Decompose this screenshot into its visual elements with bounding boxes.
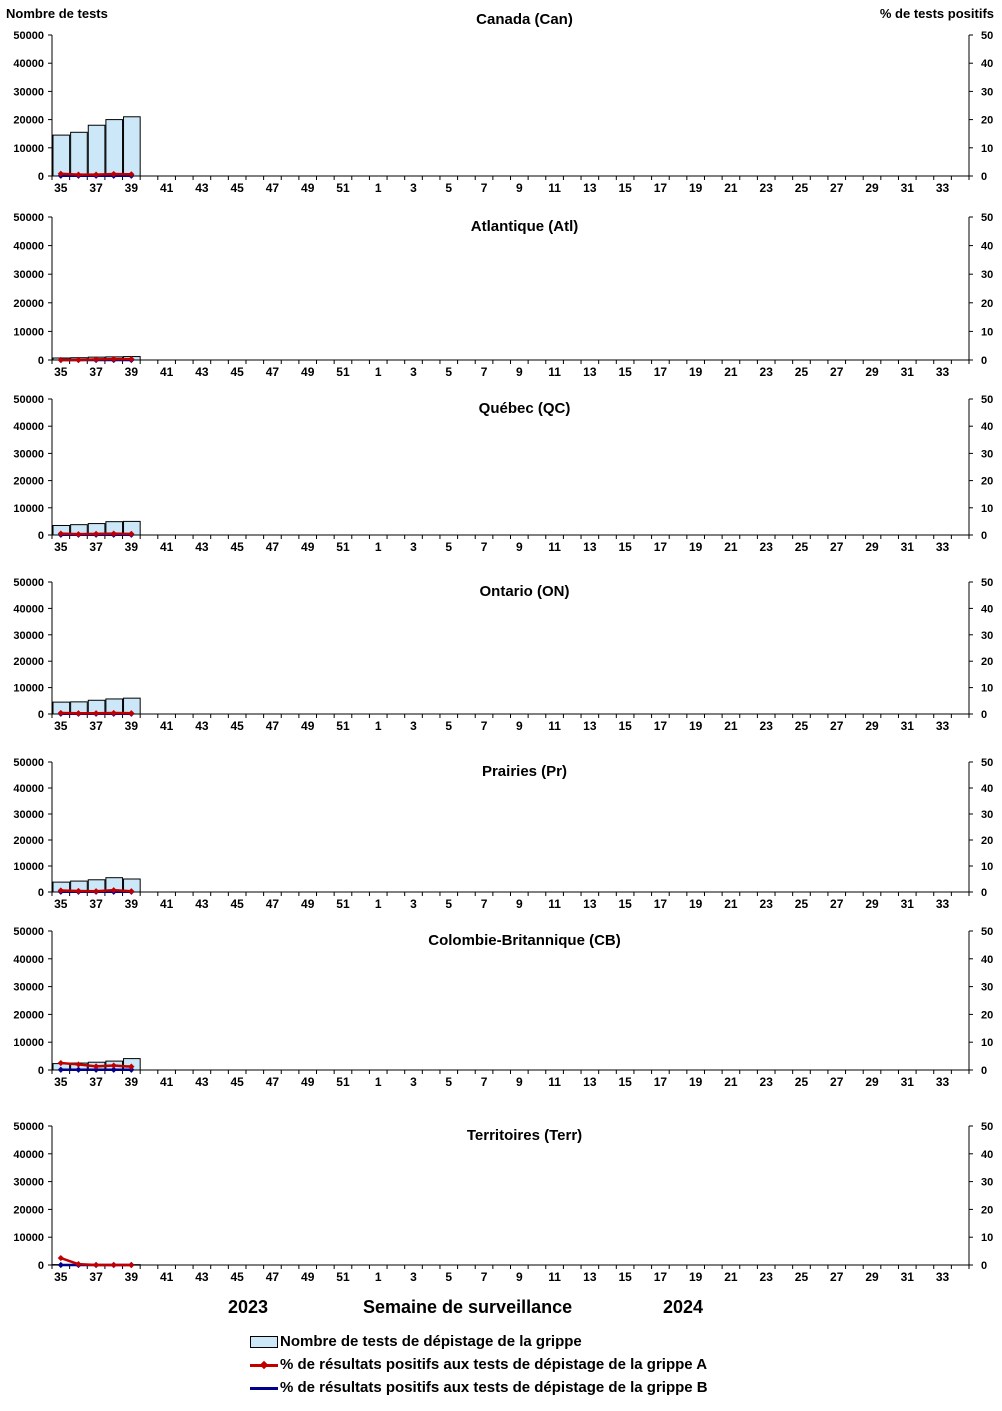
x-tick-label: 11	[548, 1270, 561, 1284]
x-tick-label: 19	[688, 719, 703, 733]
x-tick-label: 29	[865, 1075, 879, 1089]
flu-a-point	[128, 1262, 134, 1268]
x-tick-label: 37	[89, 719, 103, 733]
x-tick-label: 25	[794, 897, 809, 911]
chart-title: Canada (Can)	[476, 11, 573, 28]
x-tick-label: 29	[865, 897, 879, 911]
x-tick-label: 41	[159, 1270, 174, 1284]
y-right-tick-label: 50	[981, 30, 994, 42]
x-tick-label: 11	[548, 181, 561, 195]
x-tick-label: 39	[124, 1270, 139, 1284]
x-tick-label: 15	[618, 1270, 632, 1284]
x-tick-label: 19	[688, 1075, 703, 1089]
y-right-tick-label: 30	[981, 809, 994, 821]
x-tick-label: 49	[301, 540, 315, 554]
x-tick-label: 17	[653, 181, 668, 195]
x-tick-label: 21	[724, 365, 738, 379]
x-tick-label: 23	[759, 540, 773, 554]
y-left-tick-label: 50000	[13, 30, 44, 42]
y-right-tick-label: 50	[981, 1121, 994, 1133]
x-tick-label: 11	[548, 540, 561, 554]
x-tick-label: 23	[759, 181, 773, 195]
y-right-tick-label: 20	[981, 114, 994, 127]
x-tick-label: 43	[195, 719, 209, 733]
y-left-tick-label: 20000	[13, 297, 44, 310]
y-right-tick-label: 0	[981, 709, 988, 721]
y-right-tick-label: 0	[981, 1065, 988, 1077]
test-count-bar	[124, 117, 141, 176]
x-tick-label: 21	[724, 181, 738, 195]
x-tick-label: 19	[688, 181, 703, 195]
x-tick-label: 23	[759, 1075, 773, 1089]
x-tick-label: 43	[195, 365, 209, 379]
x-tick-label: 7	[480, 365, 488, 379]
y-right-tick-label: 50	[981, 926, 994, 938]
x-tick-label: 37	[89, 1075, 103, 1089]
x-tick-label: 29	[865, 540, 879, 554]
x-tick-label: 23	[759, 365, 773, 379]
x-tick-label: 3	[410, 1075, 417, 1089]
x-tick-label: 49	[301, 719, 315, 733]
x-tick-label: 21	[724, 1270, 738, 1284]
x-tick-label: 17	[653, 897, 668, 911]
chart-title: Colombie-Britannique (CB)	[428, 932, 621, 949]
year-2023-label: 2023	[228, 1297, 269, 1317]
x-tick-label: 25	[794, 719, 809, 733]
y-left-tick-label: 50000	[13, 1121, 44, 1133]
chart-title: Québec (QC)	[478, 400, 571, 417]
x-tick-label: 41	[159, 719, 174, 733]
x-tick-label: 45	[230, 719, 244, 733]
x-tick-label: 33	[935, 719, 950, 733]
y-left-tick-label: 0	[37, 709, 44, 721]
x-tick-label: 33	[935, 897, 950, 911]
chart-title: Ontario (ON)	[479, 583, 570, 600]
y-left-tick-label: 10000	[13, 861, 44, 873]
flu-a-point	[111, 1262, 117, 1268]
x-tick-label: 9	[515, 897, 523, 911]
x-tick-label: 7	[480, 1270, 488, 1284]
x-tick-label: 23	[759, 897, 773, 911]
x-tick-label: 39	[124, 1075, 139, 1089]
x-tick-label: 3	[410, 897, 417, 911]
y-left-tick-label: 0	[37, 887, 44, 899]
x-tick-label: 25	[794, 1270, 809, 1284]
x-tick-label: 45	[230, 365, 244, 379]
x-tick-label: 33	[935, 1270, 950, 1284]
y-right-tick-label: 40	[981, 421, 994, 434]
x-tick-label: 27	[830, 1075, 844, 1089]
x-tick-label: 5	[445, 1270, 453, 1284]
y-right-tick-label: 20	[981, 656, 994, 669]
y-left-tick-label: 30000	[13, 981, 44, 994]
x-tick-label: 15	[618, 540, 632, 554]
y-left-tick-label: 40000	[13, 1148, 44, 1161]
flu-a-point	[58, 1255, 64, 1261]
x-tick-label: 37	[89, 897, 103, 911]
x-tick-label: 9	[515, 181, 523, 195]
x-axis-title: Semaine de surveillance	[363, 1297, 573, 1317]
y-right-tick-label: 40	[981, 58, 994, 71]
y-axis-left-title: Nombre de tests	[6, 6, 108, 21]
x-tick-label: 33	[935, 1075, 950, 1089]
legend	[250, 1330, 708, 1399]
x-tick-label: 1	[374, 1075, 382, 1089]
x-tick-label: 3	[410, 1270, 417, 1284]
x-tick-label: 49	[301, 365, 315, 379]
y-right-tick-label: 10	[981, 1037, 994, 1050]
y-left-tick-label: 0	[37, 171, 44, 183]
x-tick-label: 43	[195, 540, 209, 554]
y-left-tick-label: 0	[37, 1065, 44, 1077]
x-tick-label: 31	[900, 897, 914, 911]
x-tick-label: 7	[480, 719, 488, 733]
x-tick-label: 1	[374, 1270, 382, 1284]
y-left-tick-label: 20000	[13, 1204, 44, 1217]
line-a-swatch-icon	[250, 1359, 278, 1371]
year-2024-label: 2024	[663, 1297, 704, 1317]
y-right-tick-label: 20	[981, 1009, 994, 1022]
legend-label-bars: Nombre de tests de dépistage de la grippe	[280, 1333, 582, 1350]
y-right-tick-label: 30	[981, 448, 994, 461]
x-tick-label: 39	[124, 719, 139, 733]
x-tick-label: 11	[548, 1075, 561, 1089]
x-tick-label: 39	[124, 365, 139, 379]
x-tick-label: 37	[89, 540, 103, 554]
y-left-tick-label: 30000	[13, 86, 44, 99]
flu-a-point	[93, 1262, 99, 1268]
y-right-tick-label: 20	[981, 297, 994, 310]
y-left-tick-label: 40000	[13, 240, 44, 253]
chart-title: Territoires (Terr)	[466, 1127, 583, 1144]
y-right-tick-label: 10	[981, 502, 994, 515]
x-tick-label: 19	[688, 540, 703, 554]
x-tick-label: 47	[265, 365, 280, 379]
y-left-tick-label: 40000	[13, 421, 44, 434]
y-right-tick-label: 10	[981, 682, 994, 695]
test-count-bar	[53, 135, 70, 176]
y-right-tick-label: 40	[981, 783, 994, 795]
x-tick-label: 13	[583, 897, 597, 911]
y-right-tick-label: 10	[981, 1232, 994, 1245]
x-tick-label: 45	[230, 1075, 244, 1089]
x-tick-label: 47	[265, 1270, 280, 1284]
y-right-tick-label: 30	[981, 269, 994, 282]
chart-title: Atlantique (Atl)	[470, 218, 579, 235]
y-left-tick-label: 0	[37, 1260, 44, 1272]
y-right-tick-label: 10	[981, 861, 994, 873]
x-tick-label: 31	[900, 181, 914, 195]
y-left-tick-label: 40000	[13, 603, 44, 616]
x-tick-label: 35	[54, 1075, 68, 1089]
y-left-tick-label: 30000	[13, 269, 44, 282]
x-tick-label: 51	[336, 365, 350, 379]
x-tick-label: 45	[230, 897, 244, 911]
y-left-tick-label: 50000	[13, 577, 44, 589]
x-tick-label: 1	[374, 181, 382, 195]
x-tick-label: 15	[618, 181, 632, 195]
x-tick-label: 13	[583, 1075, 597, 1089]
x-tick-label: 29	[865, 1270, 879, 1284]
x-tick-label: 39	[124, 897, 139, 911]
x-tick-label: 3	[410, 719, 417, 733]
x-tick-label: 51	[336, 1270, 350, 1284]
x-tick-label: 15	[618, 1075, 632, 1089]
test-count-bar	[88, 125, 105, 176]
x-tick-label: 31	[900, 365, 914, 379]
x-tick-label: 17	[653, 1270, 668, 1284]
x-tick-label: 25	[794, 540, 809, 554]
x-tick-label: 5	[445, 897, 453, 911]
y-left-tick-label: 30000	[13, 629, 44, 642]
y-right-tick-label: 0	[981, 355, 988, 367]
x-tick-label: 47	[265, 719, 280, 733]
y-left-tick-label: 10000	[13, 682, 44, 695]
y-left-tick-label: 30000	[13, 809, 44, 821]
x-tick-label: 47	[265, 181, 280, 195]
x-tick-label: 35	[54, 719, 68, 733]
x-tick-label: 29	[865, 719, 879, 733]
y-left-tick-label: 20000	[13, 656, 44, 669]
x-tick-label: 29	[865, 365, 879, 379]
x-tick-label: 9	[515, 1270, 523, 1284]
y-left-tick-label: 30000	[13, 448, 44, 461]
y-left-tick-label: 10000	[13, 502, 44, 515]
x-tick-label: 15	[618, 897, 632, 911]
y-right-tick-label: 50	[981, 394, 994, 406]
y-right-tick-label: 20	[981, 475, 994, 488]
x-tick-label: 43	[195, 897, 209, 911]
x-tick-label: 49	[301, 1270, 315, 1284]
x-tick-label: 13	[583, 181, 597, 195]
x-tick-label: 3	[410, 540, 417, 554]
y-right-tick-label: 20	[981, 1204, 994, 1217]
y-left-tick-label: 10000	[13, 326, 44, 339]
test-count-bar	[71, 132, 88, 176]
y-right-tick-label: 30	[981, 86, 994, 99]
legend-item-flu-a	[250, 1353, 708, 1376]
x-tick-label: 25	[794, 365, 809, 379]
x-tick-label: 21	[724, 719, 738, 733]
legend-item-flu-b	[250, 1376, 708, 1399]
x-tick-label: 17	[653, 719, 668, 733]
y-left-tick-label: 20000	[13, 835, 44, 847]
x-tick-label: 33	[935, 181, 950, 195]
legend-label-flu-b: % de résultats positifs aux tests de dépistage de la grippe B	[280, 1379, 708, 1396]
x-tick-label: 43	[195, 1075, 209, 1089]
x-tick-label: 27	[830, 365, 844, 379]
y-left-tick-label: 40000	[13, 953, 44, 966]
x-tick-label: 25	[794, 181, 809, 195]
x-tick-label: 51	[336, 181, 350, 195]
y-left-tick-label: 50000	[13, 212, 44, 224]
x-tick-label: 5	[445, 540, 453, 554]
x-tick-label: 9	[515, 365, 523, 379]
x-tick-label: 1	[374, 719, 382, 733]
bar-swatch-icon	[250, 1336, 278, 1348]
x-tick-label: 7	[480, 540, 488, 554]
y-right-tick-label: 30	[981, 981, 994, 994]
x-tick-label: 5	[445, 719, 453, 733]
y-right-tick-label: 0	[981, 171, 988, 183]
x-tick-label: 39	[124, 540, 139, 554]
x-tick-label: 31	[900, 1270, 914, 1284]
x-tick-label: 35	[54, 540, 68, 554]
x-tick-label: 27	[830, 719, 844, 733]
x-tick-label: 17	[653, 540, 668, 554]
x-tick-label: 31	[900, 1075, 914, 1089]
test-count-bar	[106, 120, 123, 176]
x-tick-label: 1	[374, 540, 382, 554]
y-right-tick-label: 10	[981, 142, 994, 155]
x-tick-label: 7	[480, 181, 488, 195]
x-tick-label: 13	[583, 719, 597, 733]
y-right-tick-label: 50	[981, 757, 994, 769]
x-tick-label: 5	[445, 1075, 453, 1089]
legend-label-flu-a: % de résultats positifs aux tests de dépistage de la grippe A	[280, 1356, 708, 1373]
x-tick-label: 29	[865, 181, 879, 195]
y-axis-right-title: % de tests positifs	[879, 6, 994, 21]
chart-title: Prairies (Pr)	[481, 763, 568, 780]
x-tick-label: 3	[410, 181, 417, 195]
x-tick-label: 47	[265, 540, 280, 554]
x-tick-label: 41	[159, 365, 174, 379]
y-right-tick-label: 40	[981, 240, 994, 253]
y-left-tick-label: 0	[37, 355, 44, 367]
x-tick-label: 17	[653, 1075, 668, 1089]
x-tick-label: 27	[830, 1270, 844, 1284]
y-left-tick-label: 0	[37, 530, 44, 542]
y-left-tick-label: 40000	[13, 58, 44, 71]
x-tick-label: 1	[374, 897, 382, 911]
x-tick-label: 21	[724, 897, 738, 911]
x-tick-label: 45	[230, 1270, 244, 1284]
y-left-tick-label: 20000	[13, 475, 44, 488]
x-tick-label: 45	[230, 540, 244, 554]
y-right-tick-label: 0	[981, 1260, 988, 1272]
y-right-tick-label: 0	[981, 530, 988, 542]
x-tick-label: 39	[124, 181, 139, 195]
x-tick-label: 33	[935, 540, 950, 554]
x-tick-label: 7	[480, 1075, 488, 1089]
x-tick-label: 5	[445, 181, 453, 195]
x-tick-label: 45	[230, 181, 244, 195]
y-left-tick-label: 10000	[13, 142, 44, 155]
x-tick-label: 3	[410, 365, 417, 379]
x-tick-label: 15	[618, 365, 632, 379]
x-tick-label: 37	[89, 365, 103, 379]
x-tick-label: 21	[724, 1075, 738, 1089]
x-tick-label: 19	[688, 1270, 703, 1284]
flu-a-point	[75, 1261, 81, 1267]
x-tick-label: 13	[583, 365, 597, 379]
x-tick-label: 51	[336, 1075, 350, 1089]
x-tick-label: 5	[445, 365, 453, 379]
x-tick-label: 21	[724, 540, 738, 554]
y-left-tick-label: 50000	[13, 394, 44, 406]
x-tick-label: 43	[195, 181, 209, 195]
y-right-tick-label: 40	[981, 953, 994, 966]
x-tick-label: 11	[548, 897, 561, 911]
x-tick-label: 41	[159, 897, 174, 911]
x-tick-label: 37	[89, 181, 103, 195]
y-right-tick-label: 50	[981, 212, 994, 224]
x-tick-label: 9	[515, 719, 523, 733]
x-tick-label: 23	[759, 1270, 773, 1284]
y-left-tick-label: 10000	[13, 1232, 44, 1245]
x-tick-label: 49	[301, 897, 315, 911]
x-tick-label: 43	[195, 1270, 209, 1284]
line-b-swatch-icon	[250, 1382, 278, 1394]
y-left-tick-label: 50000	[13, 926, 44, 938]
x-tick-label: 41	[159, 540, 174, 554]
y-left-tick-label: 50000	[13, 757, 44, 769]
x-tick-label: 15	[618, 719, 632, 733]
x-tick-label: 19	[688, 365, 703, 379]
x-tick-label: 51	[336, 897, 350, 911]
y-right-tick-label: 40	[981, 1148, 994, 1161]
x-tick-label: 13	[583, 540, 597, 554]
x-tick-label: 31	[900, 540, 914, 554]
flu-b-point	[58, 1262, 64, 1268]
y-left-tick-label: 40000	[13, 783, 44, 795]
x-tick-label: 27	[830, 897, 844, 911]
x-tick-label: 35	[54, 365, 68, 379]
x-tick-label: 47	[265, 897, 280, 911]
x-tick-label: 27	[830, 540, 844, 554]
x-tick-label: 35	[54, 181, 68, 195]
x-tick-label: 51	[336, 719, 350, 733]
y-left-tick-label: 10000	[13, 1037, 44, 1050]
x-tick-label: 1	[374, 365, 382, 379]
x-tick-label: 33	[935, 365, 950, 379]
x-tick-label: 11	[548, 365, 561, 379]
x-tick-label: 49	[301, 181, 315, 195]
y-right-tick-label: 0	[981, 887, 988, 899]
x-tick-label: 35	[54, 1270, 68, 1284]
y-left-tick-label: 20000	[13, 114, 44, 127]
x-tick-label: 27	[830, 181, 844, 195]
legend-item-bars	[250, 1330, 708, 1353]
x-tick-label: 7	[480, 897, 488, 911]
x-tick-label: 51	[336, 540, 350, 554]
x-tick-label: 9	[515, 540, 523, 554]
y-right-tick-label: 30	[981, 629, 994, 642]
y-right-tick-label: 40	[981, 603, 994, 616]
x-tick-label: 37	[89, 1270, 103, 1284]
x-tick-label: 9	[515, 1075, 523, 1089]
x-tick-label: 25	[794, 1075, 809, 1089]
y-right-tick-label: 30	[981, 1176, 994, 1189]
x-tick-label: 23	[759, 719, 773, 733]
y-right-tick-label: 10	[981, 326, 994, 339]
x-tick-label: 41	[159, 1075, 174, 1089]
x-tick-label: 49	[301, 1075, 315, 1089]
y-left-tick-label: 20000	[13, 1009, 44, 1022]
x-tick-label: 17	[653, 365, 668, 379]
x-tick-label: 13	[583, 1270, 597, 1284]
y-left-tick-label: 30000	[13, 1176, 44, 1189]
x-tick-label: 19	[688, 897, 703, 911]
x-tick-label: 11	[548, 719, 561, 733]
x-tick-label: 47	[265, 1075, 280, 1089]
y-right-tick-label: 50	[981, 577, 994, 589]
y-right-tick-label: 20	[981, 835, 994, 847]
x-tick-label: 41	[159, 181, 174, 195]
x-tick-label: 31	[900, 719, 914, 733]
x-tick-label: 35	[54, 897, 68, 911]
